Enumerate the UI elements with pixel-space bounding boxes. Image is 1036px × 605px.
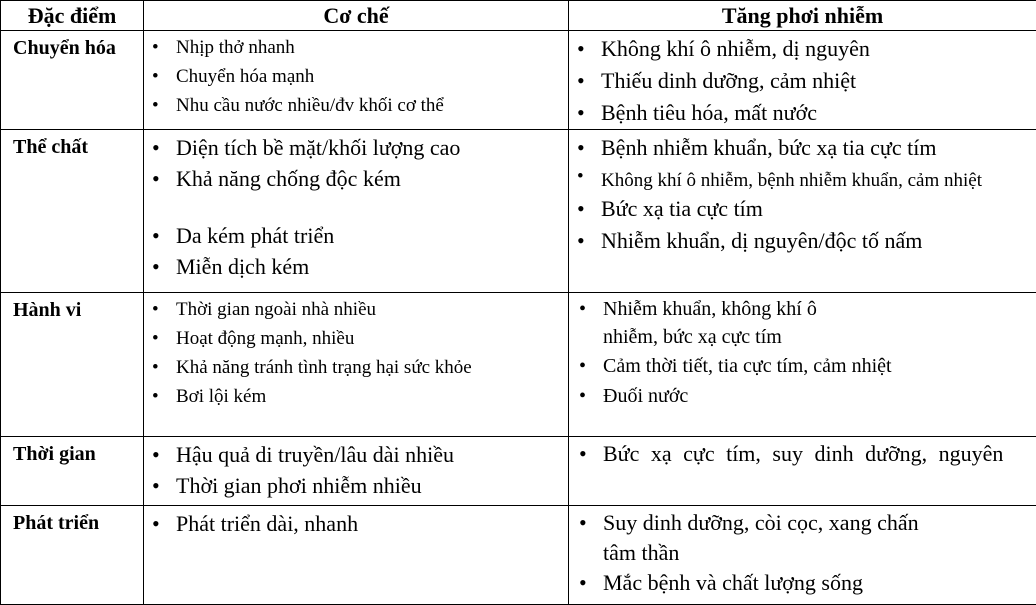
list-item: • Không khí ô nhiễm, dị nguyên: [577, 33, 1036, 65]
mechanism-list: [144, 506, 568, 539]
feature-cell: Chuyển hóa: [1, 31, 144, 130]
mechanism-list: [144, 31, 568, 120]
list-item: • Thiếu dinh dưỡng, cảm nhiệt: [577, 65, 1036, 97]
exposure-cell: [569, 506, 1036, 605]
header-feature: Đặc điểm: [1, 1, 144, 31]
header-exposure: Tăng phơi nhiễm: [569, 1, 1036, 31]
exposure-list: [569, 506, 1036, 598]
list-item: • Chuyển hóa mạnh: [152, 62, 568, 91]
list-item: • Hoạt động mạnh, nhiều: [152, 324, 568, 353]
mechanism-cell: [144, 31, 569, 130]
mechanism-list: [144, 130, 568, 282]
list-item: • Bệnh tiêu hóa, mất nước: [577, 97, 1036, 129]
list-item: • Khả năng chống độc kém: [152, 163, 568, 194]
list-item: • Nhu cầu nước nhiều/đv khối cơ thể: [152, 91, 568, 120]
feature-cell: Thể chất: [1, 130, 144, 293]
mechanism-cell: [144, 437, 569, 506]
list-item: • Hậu quả di truyền/lâu dài nhiều: [152, 439, 568, 470]
table-row: [1, 130, 1036, 293]
exposure-list: [569, 130, 1036, 257]
table-row: [1, 506, 1036, 605]
exposure-cell: [569, 437, 1036, 506]
list-item: • Bức xạ cực tím, suy dinh dưỡng, nguyên: [579, 439, 1036, 469]
list-item: • Nhiễm khuẩn, dị nguyên/độc tố nấm: [577, 225, 1036, 257]
list-item: • Thời gian phơi nhiễm nhiều: [152, 470, 568, 501]
list-item: • Khả năng tránh tình trạng hại sức khỏe: [152, 353, 568, 382]
feature-cell: Phát triển: [1, 506, 144, 605]
list-item: • Miễn dịch kém: [152, 251, 568, 282]
mechanism-list: [144, 293, 568, 411]
list-item: • Bơi lội kém: [152, 382, 568, 411]
table-row: [1, 293, 1036, 437]
list-item: • Diện tích bề mặt/khối lượng cao: [152, 132, 568, 163]
exposure-list: [569, 437, 1036, 469]
list-item: • Không khí ô nhiễm, bệnh nhiễm khuẩn, cảm nhiệt: [577, 164, 1036, 193]
list-item: • Nhiễm khuẩn, không khí ô nhiễm, bức xạ cực tím: [579, 295, 1036, 351]
exposure-cell: [569, 31, 1036, 130]
table-row: [1, 437, 1036, 506]
feature-cell: Thời gian: [1, 437, 144, 506]
list-item: • Nhịp thở nhanh: [152, 33, 568, 62]
exposure-cell: [569, 293, 1036, 437]
exposure-list: [569, 293, 1036, 411]
list-item: • Đuối nước: [579, 381, 1036, 411]
mechanism-cell: [144, 293, 569, 437]
list-item: • Bức xạ tia cực tím: [577, 193, 1036, 225]
list-item: • Suy dinh dưỡng, còi cọc, xang chấn tâm thần: [579, 508, 1036, 568]
header-row: [1, 1, 1036, 31]
list-item: • Mắc bệnh và chất lượng sống: [579, 568, 1036, 598]
list-item: • Cảm thời tiết, tia cực tím, cảm nhiệt: [579, 351, 1036, 381]
list-item: • Thời gian ngoài nhà nhiều: [152, 295, 568, 324]
list-item: • Phát triển dài, nhanh: [152, 508, 568, 539]
mechanism-list: [144, 437, 568, 501]
table-row: [1, 31, 1036, 130]
exposure-list: [569, 31, 1036, 129]
exposure-cell: [569, 130, 1036, 293]
feature-cell: Hành vi: [1, 293, 144, 437]
mechanism-cell: [144, 506, 569, 605]
list-item: • Bệnh nhiễm khuẩn, bức xạ tia cực tím: [577, 132, 1036, 164]
mechanism-cell: [144, 130, 569, 293]
header-mechanism: Cơ chế: [144, 1, 569, 31]
list-item: • Da kém phát triển: [152, 220, 568, 251]
